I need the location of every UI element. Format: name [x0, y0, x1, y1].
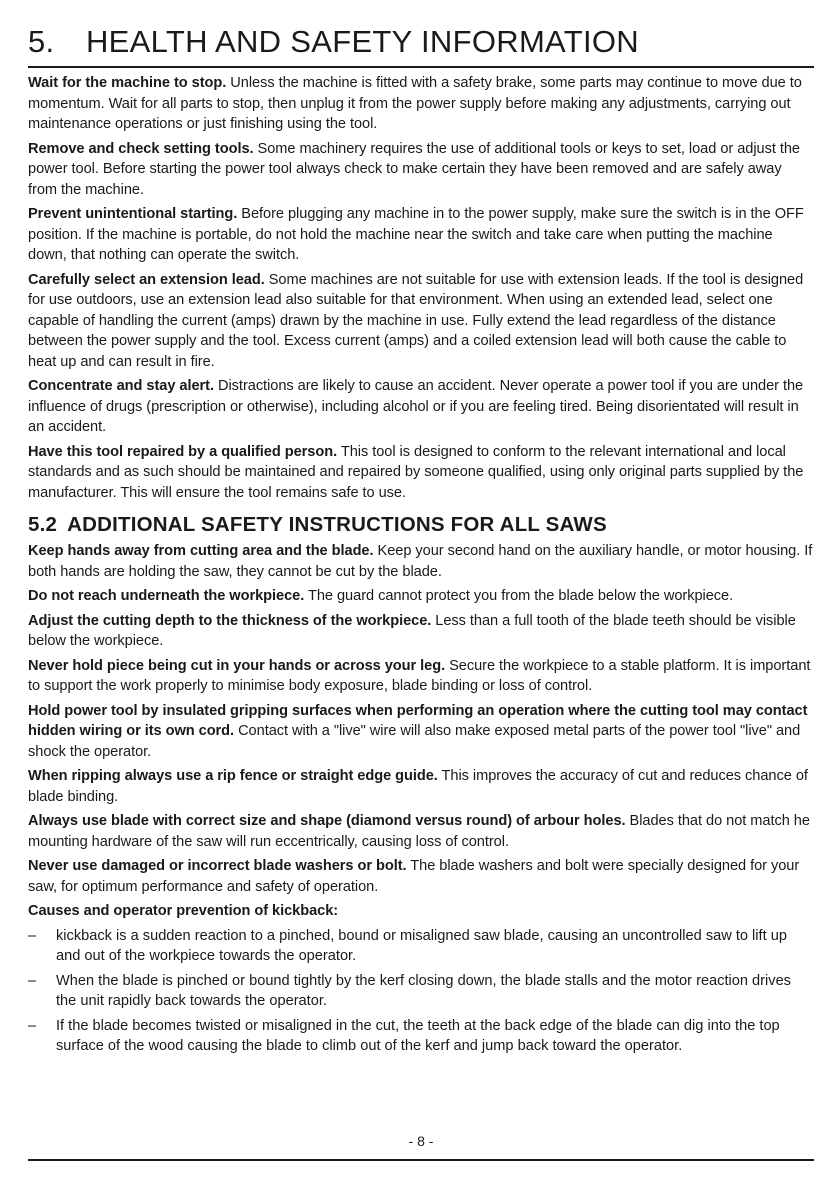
- paragraph-lead: Do not reach underneath the workpiece.: [28, 588, 305, 604]
- saw-safety-paragraphs: [28, 541, 814, 922]
- paragraph-lead: Always use blade with correct size and shape (diamond versus round) of arbour holes.: [28, 813, 626, 829]
- paragraph-text: This improves the accuracy of cut and reduces chance of blade binding.: [28, 768, 808, 805]
- paragraph-lead: Never use damaged or incorrect blade washers or bolt.: [28, 858, 407, 874]
- section-title: HEALTH AND SAFETY INFORMATION: [86, 24, 639, 59]
- paragraph-lead: Hold power tool by insulated gripping surfaces when performing an operation where the cutting tool may contact hidden wiring or its own cord.: [28, 702, 808, 739]
- paragraph-hands-away: [28, 541, 814, 582]
- general-safety-paragraphs: [28, 73, 814, 503]
- paragraph-text: Before plugging any machine in to the power supply, make sure the switch is in the OFF position. If the machine is portable, do not hold the machine near the switch and take care when putting the machine down, that nothing can operate the switch.: [28, 206, 804, 263]
- paragraph-wait-for-stop: [28, 73, 814, 135]
- paragraph-lead: Remove and check setting tools.: [28, 140, 254, 157]
- footer-rule: [28, 1159, 814, 1161]
- paragraph-lead: Concentrate and stay alert.: [28, 378, 214, 394]
- paragraph-text: Less than a full tooth of the blade teeth should be visible below the workpiece.: [28, 612, 796, 649]
- subsection-number: 5.2: [28, 513, 58, 536]
- page-footer: [28, 1132, 814, 1161]
- page-number: - 8 -: [408, 1133, 434, 1149]
- paragraph-text: This tool is designed to conform to the relevant international and local standards and as such should be maintained and repaired by someone qualified, using only original parts supplied by the manufacturer. This will ensure the tool remains safe to use.: [28, 443, 804, 501]
- paragraph-prevent-starting: [28, 204, 814, 266]
- paragraph-extension-lead: [28, 270, 814, 373]
- paragraph-rip-fence: [28, 766, 814, 807]
- paragraph-text: The guard cannot protect you from the blade below the workpiece.: [304, 588, 734, 604]
- paragraph-stay-alert: [28, 376, 814, 438]
- paragraph-lead: Have this tool repaired by a qualified person.: [28, 443, 338, 460]
- paragraph-text: Blades that do not match he mounting hardware of the saw will run eccentrically, causing loss of control.: [28, 813, 810, 850]
- paragraph-lead: Never hold piece being cut in your hands or across your leg.: [28, 657, 446, 674]
- list-item-text: When the blade is pinched or bound tightly by the kerf closing down, the blade stalls and the motor reaction drives the unit rapidly back towards the operator.: [56, 972, 791, 1009]
- list-item: [28, 926, 814, 967]
- list-item-text: If the blade becomes twisted or misaligned in the cut, the teeth at the back edge of the blade can dig into the top surface of the wood causing the blade to climb out of the kerf and jump back toward the operator.: [56, 1017, 780, 1054]
- paragraph-text: Secure the workpiece to a stable platform. It is important to support the work properly to minimise body exposure, blade binding or loss of control.: [28, 657, 811, 694]
- paragraph-never-hold-piece: [28, 656, 814, 697]
- paragraph-text: The blade washers and bolt were specially designed for your saw, for optimum performance and safety of operation.: [28, 858, 800, 895]
- subsection-heading: [28, 511, 814, 539]
- paragraph-text: Keep your second hand on the auxiliary handle, or motor housing. If both hands are holding the saw, they cannot be cut by the blade.: [28, 543, 813, 580]
- paragraph-arbour-holes: [28, 811, 814, 852]
- paragraph-lead: Prevent unintentional starting.: [28, 206, 238, 222]
- paragraph-text: Some machines are not suitable for use with extension leads. If the tool is designed for use outdoors, use an extension lead also suitable for that environment. When using an extended lead, select one capable of handling the current (amps) drawn by the machine in use. Fully extend the lead regardless of the distance between the power supply and the tool. Excess current (amps) and a coiled extension lead will both cause the cable to heat up and can result in fire.: [28, 271, 804, 370]
- kickback-heading: [28, 901, 814, 922]
- paragraph-do-not-reach: [28, 586, 814, 607]
- section-heading: [28, 22, 814, 62]
- paragraph-text: Distractions are likely to cause an accident. Never operate a power tool if you are under the influence of drugs (prescription or otherwise), including alcohol or if you are feeling tired. Being disorientated will result in an accident.: [28, 378, 804, 435]
- paragraph-blade-washers: [28, 856, 814, 897]
- section-number: 5.: [28, 24, 55, 59]
- dash-bullet: –: [28, 927, 37, 944]
- dash-bullet: –: [28, 1017, 37, 1034]
- paragraph-text: Contact with a "live" wire will also make exposed metal parts of the power tool "live" and shock the operator.: [28, 723, 801, 760]
- paragraph-insulated-grip: [28, 701, 814, 763]
- kickback-heading-text: Causes and operator prevention of kickback:: [28, 903, 339, 919]
- list-item: [28, 971, 814, 1012]
- dash-bullet: –: [28, 972, 37, 989]
- paragraph-text: Some machinery requires the use of additional tools or keys to set, load or adjust the power tool. Before starting the power tool always check to make certain they have been removed and are safely away from the machine.: [28, 140, 800, 198]
- paragraph-lead: Wait for the machine to stop.: [28, 75, 227, 91]
- paragraph-text: Unless the machine is fitted with a safety brake, some parts may continue to move due to momentum. Wait for all parts to stop, then unplug it from the power supply before making any adjustments, carrying out maintenance operations or just finishing using the tool.: [28, 75, 802, 132]
- heading-rule: [28, 66, 814, 68]
- paragraph-lead: Carefully select an extension lead.: [28, 271, 265, 288]
- paragraph-qualified-repair: [28, 442, 814, 504]
- document-page: [28, 22, 814, 1061]
- paragraph-remove-setting-tools: [28, 139, 814, 201]
- paragraph-lead: Keep hands away from cutting area and the blade.: [28, 543, 374, 559]
- paragraph-cutting-depth: [28, 611, 814, 652]
- kickback-list: [28, 926, 814, 1057]
- list-item: [28, 1016, 814, 1057]
- paragraph-lead: Adjust the cutting depth to the thickness of the workpiece.: [28, 612, 432, 629]
- subsection-title: ADDITIONAL SAFETY INSTRUCTIONS FOR ALL SAWS: [67, 513, 607, 536]
- paragraph-lead: When ripping always use a rip fence or straight edge guide.: [28, 768, 438, 784]
- list-item-text: kickback is a sudden reaction to a pinched, bound or misaligned saw blade, causing an uncontrolled saw to lift up and out of the workpiece towards the operator.: [56, 927, 787, 964]
